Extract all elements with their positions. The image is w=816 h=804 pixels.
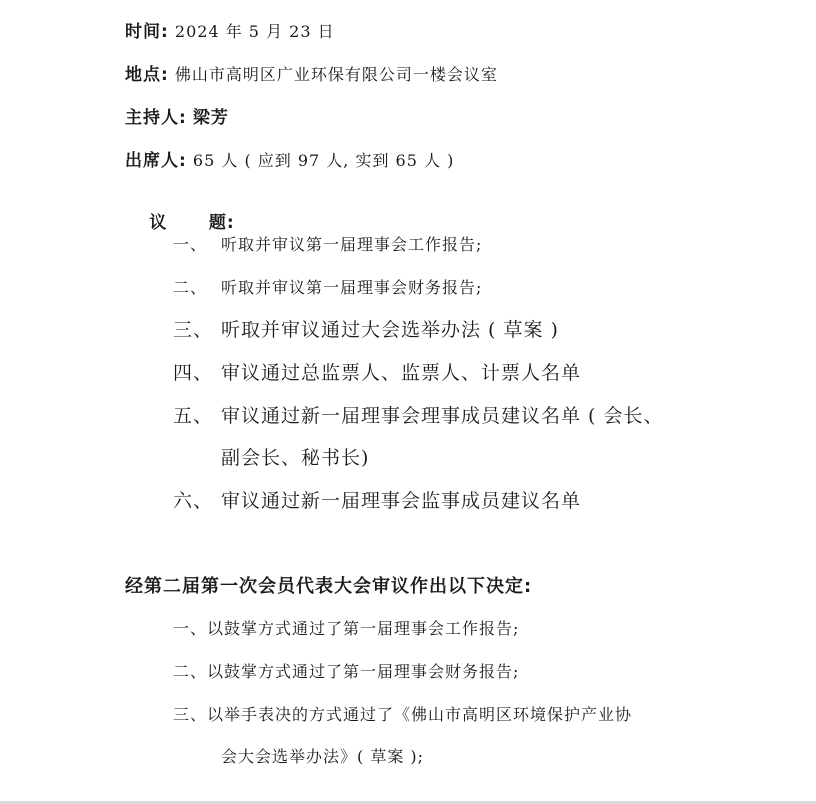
agenda-item <box>173 358 581 385</box>
agenda-item-text: 听取并审议第一届理事会财务报告; <box>221 278 483 297</box>
host-line <box>125 103 229 128</box>
host-label: 主持人: <box>125 108 187 128</box>
decision-item-number: 二、 <box>173 662 208 681</box>
attendance-value: 65 人 ( 应到 97 人, 实到 65 人 ) <box>192 151 455 170</box>
attendance-line <box>125 146 454 171</box>
time-label: 时间: <box>125 22 169 42</box>
agenda-item <box>173 401 664 428</box>
decision-item-text: 以鼓掌方式通过了第一届理事会财务报告; <box>207 662 520 681</box>
time-value: 2024 年 5 月 23 日 <box>174 22 335 41</box>
decision-item-text: 以鼓掌方式通过了第一届理事会工作报告; <box>207 619 520 638</box>
place-line <box>125 60 498 85</box>
agenda-label: 议 题: <box>149 213 235 233</box>
decision-item-number: 一、 <box>173 619 208 638</box>
place-label: 地点: <box>125 65 169 85</box>
agenda-item-number: 六、 <box>173 490 214 512</box>
time-line <box>125 17 335 42</box>
agenda-item-number: 一、 <box>173 235 208 254</box>
agenda-item <box>173 315 559 342</box>
agenda-item <box>173 486 581 513</box>
agenda-item-number: 四、 <box>173 362 214 384</box>
agenda-item <box>173 275 482 298</box>
agenda-item <box>173 232 482 255</box>
decision-item-continuation: 会大会选举办法》( 草案 ); <box>221 747 425 766</box>
agenda-item-text: 审议通过总监票人、监票人、计票人名单 <box>221 362 582 384</box>
agenda-item-text: 审议通过新一届理事会理事成员建议名单 ( 会长、 <box>221 405 664 427</box>
decision-heading: 经第二届第一次会员代表大会审议作出以下决定: <box>125 576 533 597</box>
agenda-item-number: 二、 <box>173 278 208 297</box>
decision-item-text: 以举手表决的方式通过了《佛山市高明区环境保护产业协 <box>207 705 633 724</box>
agenda-item-number: 三、 <box>173 319 214 341</box>
agenda-item-text: 听取并审议第一届理事会工作报告; <box>221 235 483 254</box>
decision-item <box>173 659 519 682</box>
decision-item-number: 三、 <box>173 705 208 724</box>
agenda-item-continuation: 副会长、秘书长) <box>221 447 370 469</box>
agenda-item-text: 审议通过新一届理事会监事成员建议名单 <box>221 490 582 512</box>
agenda-item-number: 五、 <box>173 405 214 427</box>
host-value: 梁芳 <box>192 108 229 128</box>
decision-item <box>173 616 519 639</box>
agenda-item-text: 听取并审议通过大会选举办法 ( 草案 ) <box>221 319 559 341</box>
attendance-label: 出席人: <box>125 151 187 171</box>
decision-item <box>173 702 632 725</box>
place-value: 佛山市高明区广业环保有限公司一楼会议室 <box>174 65 498 84</box>
